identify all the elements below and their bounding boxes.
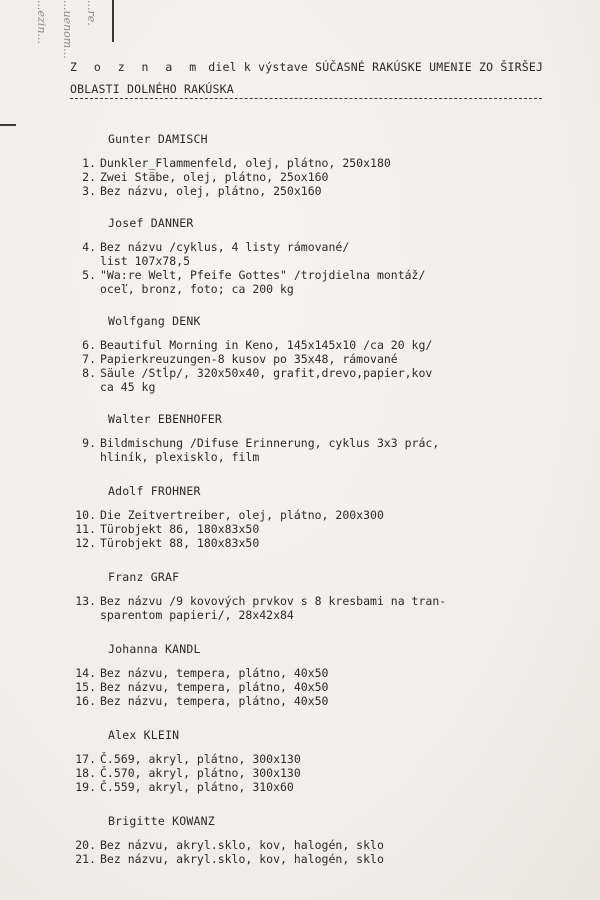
artwork-item <box>70 852 570 866</box>
item-line: Č.570, akryl, plátno, 300x130 <box>100 766 301 780</box>
artwork-items <box>70 594 570 622</box>
item-line: Bez názvu /9 kovových prvkov s 8 kresbami na tran- <box>100 594 447 608</box>
artist-section <box>70 412 570 464</box>
heading-prefix: Z o z n a m <box>70 60 202 74</box>
artist-section <box>70 314 570 394</box>
item-line: Bez názvu, akryl.sklo, kov, halogén, sklo <box>100 852 384 866</box>
artwork-item <box>70 536 570 550</box>
artwork-items <box>70 436 570 464</box>
item-line: Beautiful Morning in Keno, 145x145x10 /ca 20 kg/ <box>100 338 433 352</box>
item-line: Türobjekt 88, 180x83x50 <box>100 536 260 550</box>
artist-name: Brigitte KOWANZ <box>108 814 215 828</box>
item-line: Säule /Stĺp/, 320x50x40, grafit,drevo,papier,kov <box>100 366 433 380</box>
item-line: hliník, plexisklo, film <box>100 450 260 464</box>
artwork-items <box>70 338 570 394</box>
artwork-items <box>70 666 570 708</box>
heading-line-2: OBLASTI DOLNÉHO RAKÚSKA <box>70 82 234 96</box>
item-number: 15. <box>75 680 96 694</box>
artist-name: Adolf FROHNER <box>108 484 201 498</box>
item-number: 10. <box>75 508 96 522</box>
artwork-item <box>70 170 570 184</box>
item-description <box>100 680 328 694</box>
item-number: 11. <box>75 522 96 536</box>
item-description <box>100 366 432 394</box>
artwork-item <box>70 352 570 366</box>
item-description <box>100 666 328 680</box>
artwork-item <box>70 766 570 780</box>
item-description <box>100 536 259 550</box>
item-number: 1. <box>82 156 96 170</box>
artwork-items <box>70 508 570 550</box>
item-line: Dunkler_Flammenfeld, olej, plátno, 250x180 <box>100 156 391 170</box>
item-number: 4. <box>82 240 96 254</box>
item-line: oceľ, bronz, foto; ca 200 kg <box>100 282 294 296</box>
artwork-item <box>70 594 570 622</box>
item-number: 12. <box>75 536 96 550</box>
margin-handwriting-3: ...re. <box>85 0 98 26</box>
item-number: 18. <box>75 766 96 780</box>
item-description <box>100 766 301 780</box>
margin-dash <box>0 124 16 126</box>
artist-name: Josef DANNER <box>108 216 194 230</box>
item-line: Bez názvu, tempera, plátno, 40x50 <box>100 680 329 694</box>
item-number: 3. <box>82 184 96 198</box>
item-line: list 107x78,5 <box>100 254 191 268</box>
item-line: Bez názvu, tempera, plátno, 40x50 <box>100 666 329 680</box>
item-description <box>100 156 391 170</box>
item-line: Zwei Stäbe, olej, plátno, 25ox160 <box>100 170 329 184</box>
item-description <box>100 522 259 536</box>
item-description <box>100 352 398 366</box>
artwork-item <box>70 156 570 170</box>
artwork-item <box>70 752 570 766</box>
item-number: 6. <box>82 338 96 352</box>
item-number: 8. <box>82 366 96 380</box>
margin-line <box>112 0 114 42</box>
artwork-items <box>70 752 570 794</box>
artwork-items <box>70 838 570 866</box>
item-description <box>100 852 384 866</box>
artwork-item <box>70 666 570 680</box>
item-number: 20. <box>75 838 96 852</box>
item-description <box>100 752 301 766</box>
item-number: 9. <box>82 436 96 450</box>
item-number: 21. <box>75 852 96 866</box>
margin-handwriting-2: ...uenom... <box>61 0 74 59</box>
item-number: 14. <box>75 666 96 680</box>
artist-section <box>70 728 570 794</box>
item-line: Bez názvu /cyklus, 4 listy rámované/ <box>100 240 350 254</box>
item-number: 19. <box>75 780 96 794</box>
artist-name: Walter EBENHOFER <box>108 412 222 426</box>
artist-name: Johanna KANDL <box>108 642 201 656</box>
heading-text-1: diel k výstave SÚČASNÉ RAKÚSKE UMENIE ZO ŠIRŠEJ <box>208 60 544 74</box>
dashed-divider <box>70 98 542 99</box>
heading-line-1 <box>70 56 570 78</box>
artist-name: Alex KLEIN <box>108 728 180 742</box>
item-description <box>100 508 384 522</box>
artwork-item <box>70 338 570 352</box>
item-description <box>100 694 328 708</box>
item-line: Bez názvu, tempera, plátno, 40x50 <box>100 694 329 708</box>
artwork-item <box>70 436 570 464</box>
item-description <box>100 240 349 268</box>
artist-name: Gunter DAMISCH <box>108 132 208 146</box>
item-line: Papierkreuzungen-8 kusov po 35x48, rámované <box>100 352 398 366</box>
item-line: Bez názvu, olej, plátno, 250x160 <box>100 184 322 198</box>
item-line: Č.569, akryl, plátno, 300x130 <box>100 752 301 766</box>
artwork-items <box>70 156 570 198</box>
item-number: 7. <box>82 352 96 366</box>
item-line: "Wa:re Welt, Pfeife Gottes" /trojdielna montáž/ <box>100 268 426 282</box>
artist-name: Franz GRAF <box>108 570 180 584</box>
item-number: 17. <box>75 752 96 766</box>
artwork-item <box>70 268 570 296</box>
item-description <box>100 170 328 184</box>
artist-section <box>70 216 570 296</box>
artwork-items <box>70 240 570 296</box>
item-line: Bildmischung /Difuse Erinnerung, cyklus 3x3 prác, <box>100 436 440 450</box>
item-line: sparentom papieri/, 28x42x84 <box>100 608 294 622</box>
artist-name: Wolfgang DENK <box>108 314 201 328</box>
artwork-item <box>70 680 570 694</box>
item-line: ca 45 kg <box>100 380 156 394</box>
margin-handwriting-1: ...ezin... <box>35 0 48 44</box>
item-line: Bez názvu, akryl.sklo, kov, halogén, sklo <box>100 838 384 852</box>
artist-section <box>70 814 570 866</box>
item-description <box>100 184 322 198</box>
artwork-item <box>70 780 570 794</box>
artist-section <box>70 642 570 708</box>
document-heading <box>70 56 570 100</box>
artwork-list <box>70 132 570 866</box>
artist-section <box>70 570 570 622</box>
artwork-item <box>70 694 570 708</box>
artwork-item <box>70 184 570 198</box>
artwork-item <box>70 240 570 268</box>
artist-section <box>70 132 570 198</box>
artwork-item <box>70 508 570 522</box>
item-description <box>100 838 384 852</box>
item-number: 2. <box>82 170 96 184</box>
item-description <box>100 780 294 794</box>
item-description <box>100 594 446 622</box>
artwork-item <box>70 366 570 394</box>
item-number: 5. <box>82 268 96 282</box>
item-line: Türobjekt 86, 180x83x50 <box>100 522 260 536</box>
item-description <box>100 338 432 352</box>
artwork-item <box>70 838 570 852</box>
item-line: Č.559, akryl, plátno, 310x60 <box>100 780 294 794</box>
item-line: Die Zeitvertreiber, olej, plátno, 200x300 <box>100 508 384 522</box>
item-number: 16. <box>75 694 96 708</box>
item-description <box>100 268 425 296</box>
item-number: 13. <box>75 594 96 608</box>
artist-section <box>70 484 570 550</box>
item-description <box>100 436 439 464</box>
artwork-item <box>70 522 570 536</box>
